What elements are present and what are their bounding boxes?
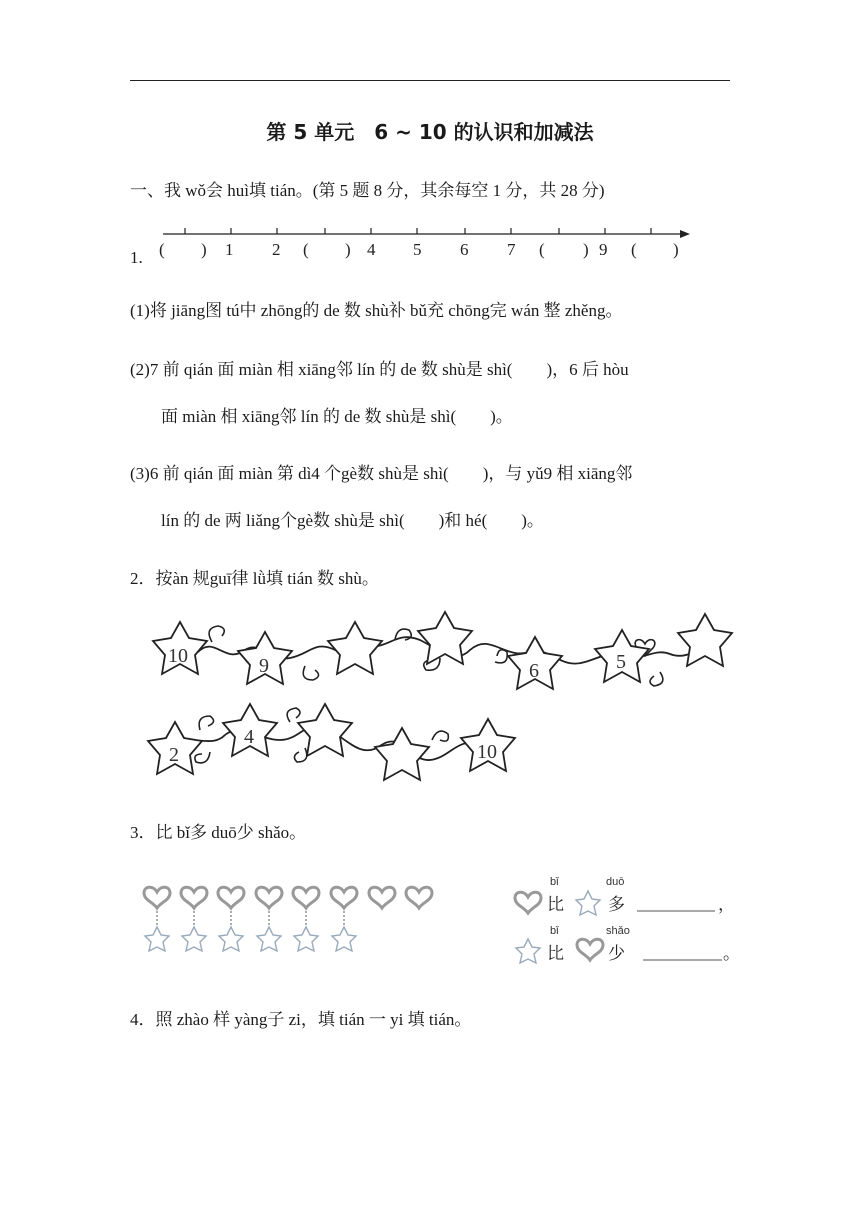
connector-lines [157, 911, 344, 928]
char-shao: 少 [608, 944, 625, 964]
nl-label: ( [303, 240, 309, 259]
q3-text: 3．比 bǐ多 duō少 shǎo。 [130, 823, 307, 842]
star-number: 5 [616, 651, 626, 673]
star-icon [576, 891, 600, 915]
q1-number: 1. [130, 248, 143, 267]
star-number: 10 [477, 741, 497, 763]
nl-label: ) [345, 240, 351, 259]
q1-sub2-line1: (2)7 前 qián 面 miàn 相 xiāng邻 lín 的 de 数 shù是 shì( )，6 后 hòu [130, 360, 629, 379]
compare-fill-in [510, 872, 750, 972]
star-number: 9 [259, 655, 269, 677]
number-line [155, 222, 695, 262]
nl-label: ) [673, 240, 679, 259]
nl-label: 6 [460, 240, 469, 259]
page-title: 第 5 单元 6 ~ 10 的认识和加减法 [266, 120, 594, 144]
nl-label: 1 [225, 240, 234, 259]
punct: ， [718, 895, 735, 915]
q1-sub3-line2: lín 的 de 两 liǎng个gè数 shù是 shì( )和 hé( )。 [161, 511, 544, 530]
punct: 。 [723, 944, 740, 964]
hearts-stars-picture [140, 878, 450, 960]
heart-icon [515, 892, 541, 913]
pinyin-duo: duō [606, 876, 625, 888]
number-line-ticks [185, 228, 651, 234]
nl-label: ( [539, 240, 545, 259]
q1-sub1: (1)将 jiāng图 tú中 zhōng的 de 数 shù补 bǔ充 chōng完 wán 整 zhěng。 [130, 301, 623, 320]
number-line-arrow [680, 230, 690, 238]
star-number: 10 [168, 645, 188, 667]
pinyin-bi: bǐ [550, 925, 559, 937]
star-number: 6 [529, 660, 539, 682]
pinyin-bi: bǐ [550, 876, 559, 888]
section-heading: 一、我 wǒ会 huì填 tián。(第 5 题 8 分，其余每空 1 分，共 28 分) [130, 181, 605, 200]
header-rule [130, 80, 730, 81]
nl-label: ) [583, 240, 589, 259]
q2-text: 2．按àn 规guī律 lǜ填 tián 数 shù。 [130, 569, 379, 588]
nl-label: ( [631, 240, 637, 259]
nl-label: 5 [413, 240, 422, 259]
nl-label: 2 [272, 240, 281, 259]
stars-row [145, 927, 356, 951]
q1-sub2-line2: 面 miàn 相 xiāng邻 lín 的 de 数 shù是 shì( )。 [161, 407, 513, 426]
char-duo: 多 [608, 895, 625, 915]
nl-label: 7 [507, 240, 516, 259]
char-bi: 比 [547, 895, 564, 915]
hearts-row [144, 887, 432, 908]
star-icon [516, 939, 540, 963]
star-number: 2 [169, 744, 179, 766]
q4-text: 4．照 zhào 样 yàng子 zi，填 tián 一 yi 填 tián。 [130, 1010, 472, 1029]
nl-label: 4 [367, 240, 376, 259]
star-number: 4 [244, 726, 254, 748]
nl-label: 9 [599, 240, 608, 259]
nl-label: ) [201, 240, 207, 259]
q1-sub3-line1: (3)6 前 qián 面 miàn 第 dì4 个gè数 shù是 shì( )，与 yǔ9 相 xiāng邻 [130, 464, 633, 483]
nl-label: ( [159, 240, 165, 259]
heart-icon [577, 939, 603, 960]
char-bi: 比 [547, 944, 564, 964]
star-vine [140, 610, 740, 790]
pinyin-shao: shǎo [606, 925, 630, 937]
